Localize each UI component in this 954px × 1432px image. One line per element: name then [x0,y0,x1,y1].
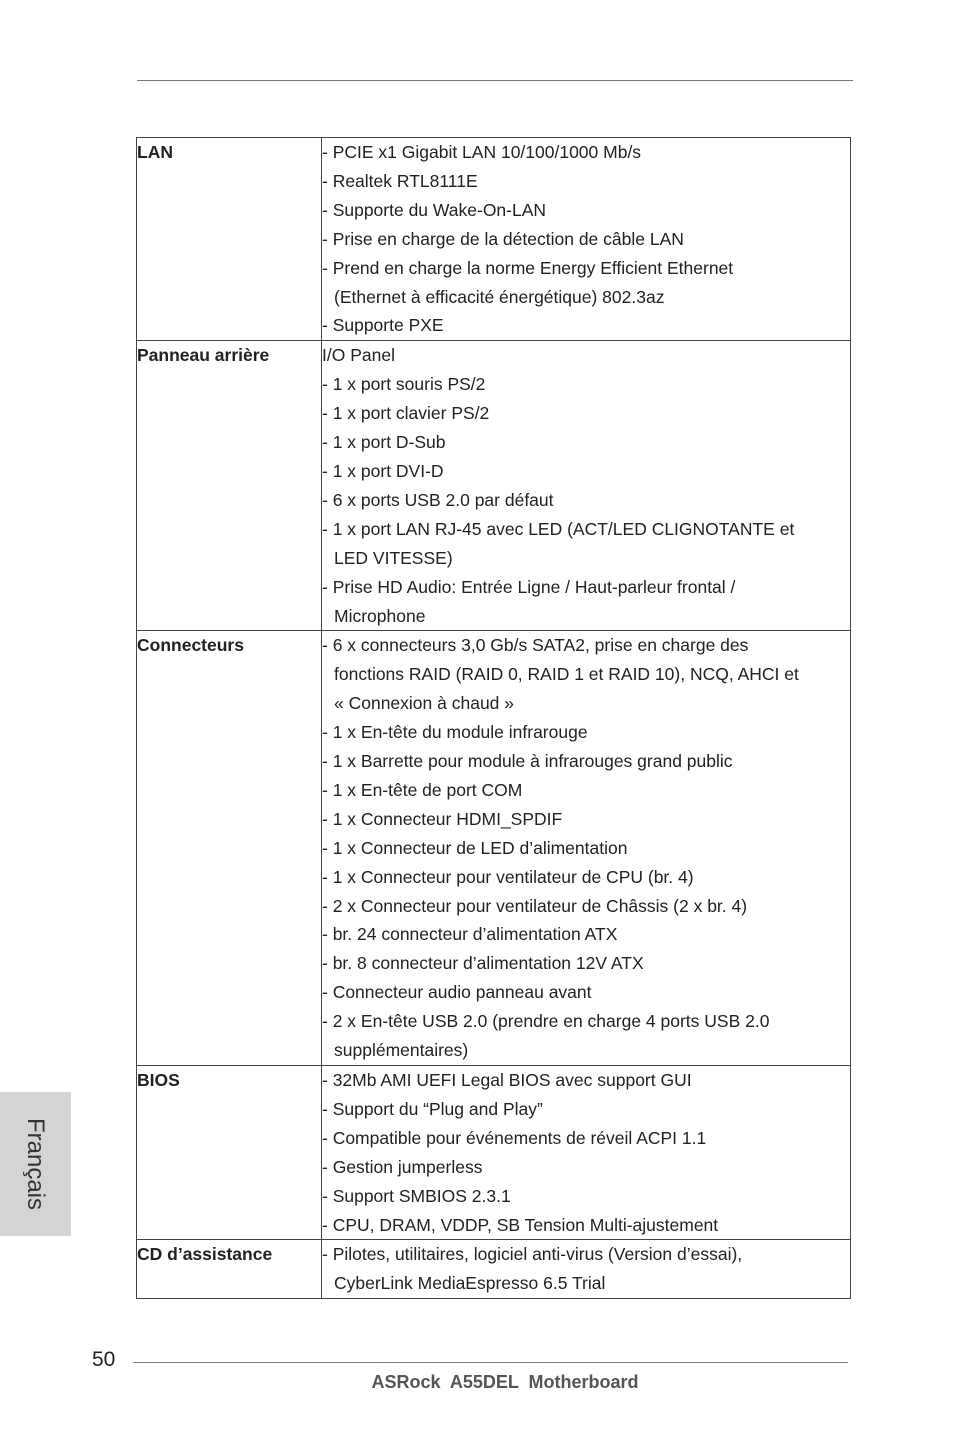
spec-value-line: - Support SMBIOS 2.3.1 [322,1185,511,1206]
spec-value-line: supplémentaires) [334,1040,469,1061]
spec-value-line: - Gestion jumperless [322,1156,483,1177]
spec-value-line: - Supporte du Wake-On-LAN [322,199,547,220]
spec-values [322,631,851,1066]
spec-table-body [137,138,851,1299]
spec-table [136,137,851,1299]
spec-value-line: LED VITESSE) [334,547,453,568]
spec-value-line: CyberLink MediaEspresso 6.5 Trial [334,1273,606,1294]
spec-value-line: - PCIE x1 Gigabit LAN 10/100/1000 Mb/s [322,142,642,162]
language-side-tab [0,1092,71,1236]
spec-value-line: - Connecteur audio panneau avant [322,982,592,1003]
spec-value-line: - 2 x Connecteur pour ventilateur de Châssis (2 x br. 4) [322,895,748,916]
spec-value-line: I/O Panel [322,345,395,366]
spec-value-line: - Supporte PXE [322,315,444,336]
spec-value-line: - 1 x Barrette pour module à infrarouges grand public [322,751,733,772]
spec-value-line: - 6 x connecteurs 3,0 Gb/s SATA2, prise en charge des [322,635,749,656]
spec-label: BIOS [137,1066,322,1240]
spec-value-line: - 6 x ports USB 2.0 par défaut [322,489,554,510]
spec-value-line: - br. 8 connecteur d’alimentation 12V ATX [322,953,644,974]
footer-title: ASRock A55DEL Motherboard [371,1372,639,1392]
spec-value-line: - 1 x Connecteur HDMI_SPDIF [322,808,563,829]
spec-value-line: - 1 x Connecteur pour ventilateur de CPU (br. 4) [322,866,694,887]
page-number: 50 [92,1348,116,1371]
spec-value-line: - 1 x port clavier PS/2 [322,403,490,424]
spec-values [322,341,851,631]
spec-value-line: - Compatible pour événements de réveil ACPI 1.1 [322,1127,707,1148]
spec-value-line: - Prend en charge la norme Energy Efficient Ethernet [322,257,734,278]
spec-row [137,138,851,341]
spec-values [322,1066,851,1240]
spec-value-line: - 1 x port LAN RJ-45 avec LED (ACT/LED CLIGNOTANTE et [322,518,795,539]
spec-value-line: - Prise HD Audio: Entrée Ligne / Haut-parleur frontal / [322,576,736,597]
spec-row [137,341,851,631]
spec-label: LAN [137,138,322,341]
spec-value-line: - 32Mb AMI UEFI Legal BIOS avec support GUI [322,1070,692,1090]
spec-value-line: - br. 24 connecteur d’alimentation ATX [322,924,618,945]
spec-value-line: - 1 x En-tête de port COM [322,779,523,800]
spec-value-line: fonctions RAID (RAID 0, RAID 1 et RAID 10), NCQ, AHCI et [334,664,799,685]
spec-value-line: - 1 x port souris PS/2 [322,374,486,395]
spec-label: Connecteurs [137,631,322,1066]
spec-value-line: - 1 x port DVI-D [322,460,444,481]
spec-value-line: « Connexion à chaud » [334,693,514,714]
footer-rule [133,1362,848,1363]
spec-value-line: - Realtek RTL8111E [322,170,478,191]
spec-row [137,1240,851,1299]
spec-value-line: - 1 x Connecteur de LED d’alimentation [322,837,628,858]
spec-value-line: - Prise en charge de la détection de câble LAN [322,228,684,249]
spec-value-line: - CPU, DRAM, VDDP, SB Tension Multi-ajustement [322,1214,719,1235]
spec-values [322,138,851,341]
spec-label: CD d’assistance [137,1240,322,1299]
spec-row [137,631,851,1066]
language-tab-label: Français [22,1117,49,1211]
spec-row [137,1066,851,1240]
spec-value-line: - 1 x En-tête du module infrarouge [322,722,588,743]
spec-value-line: Microphone [334,605,426,626]
spec-value-line: - 1 x port D-Sub [322,432,446,453]
spec-value-line: - Pilotes, utilitaires, logiciel anti-virus (Version d’essai), [322,1244,743,1265]
spec-value-line: - Support du “Plug and Play” [322,1098,543,1119]
spec-values [322,1240,851,1299]
spec-value-line: - 2 x En-tête USB 2.0 (prendre en charge 4 ports USB 2.0 [322,1011,770,1032]
header-rule [137,80,853,81]
spec-label: Panneau arrière [137,341,322,631]
spec-value-line: (Ethernet à efficacité énergétique) 802.3az [334,286,665,307]
